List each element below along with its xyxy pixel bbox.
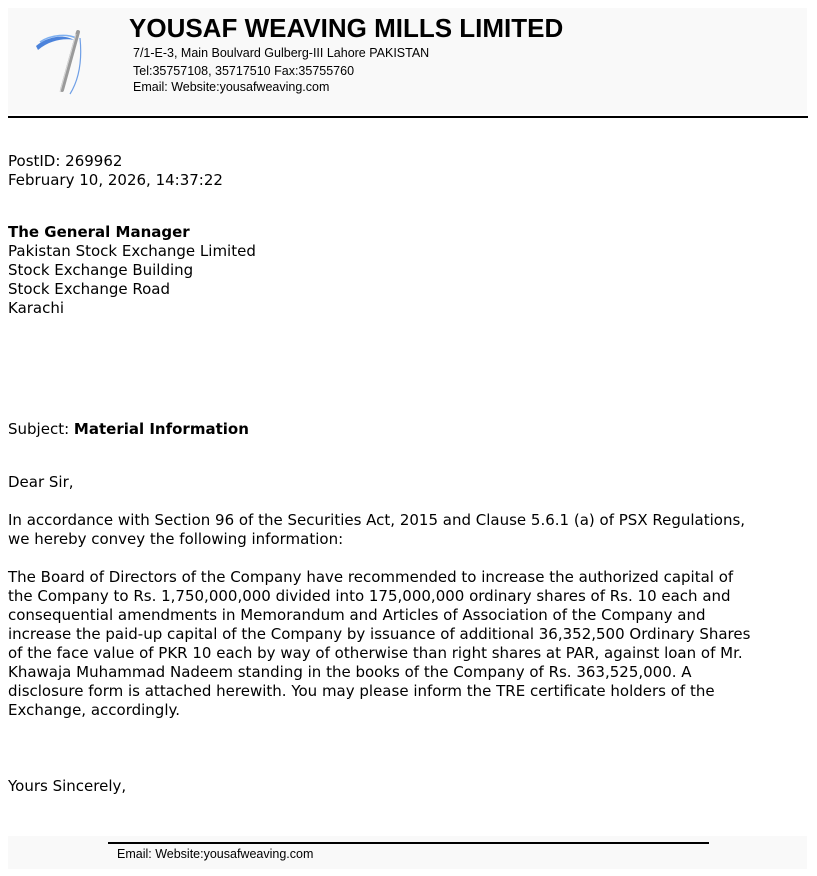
paragraph-line: we hereby convey the following information:	[8, 530, 344, 548]
loom-shuttle-logo-icon	[34, 30, 84, 96]
paragraph-line: Exchange, accordingly.	[8, 701, 180, 719]
subject-text: Material Information	[73, 420, 249, 438]
subject-label: Subject:	[8, 420, 70, 438]
recipient-line: Karachi	[8, 299, 65, 317]
post-datetime: February 10, 2026, 14:37:22	[8, 171, 223, 189]
paragraph-line: disclosure form is attached herewith. You may please inform the TRE certificate holders of the	[8, 682, 715, 700]
salutation: Dear Sir,	[8, 473, 74, 491]
paragraph-line: The Board of Directors of the Company have recommended to increase the authorized capital of	[8, 568, 734, 586]
footer-divider	[108, 842, 709, 844]
paragraph-line: increase the paid-up capital of the Company by issuance of additional 36,352,500 Ordinary Shares	[8, 625, 751, 643]
paragraph-line: In accordance with Section 96 of the Securities Act, 2015 and Clause 5.6.1 (a) of PSX Regulations,	[8, 511, 746, 529]
paragraph-line: the Company to Rs. 1,750,000,000 divided into 175,000,000 ordinary shares of Rs. 10 each and	[8, 587, 731, 605]
paragraph-intro	[8, 511, 798, 549]
recipient-line: Stock Exchange Road	[8, 280, 170, 298]
paragraph-line: consequential amendments in Memorandum and Articles of Association of the Company and	[8, 606, 706, 624]
company-email: Email: Website:yousafweaving.com	[133, 80, 330, 94]
recipient-line: Pakistan Stock Exchange Limited	[8, 242, 256, 260]
paragraph-board-decision	[8, 568, 798, 720]
recipient-title: The General Manager	[8, 223, 190, 241]
header-divider	[8, 116, 808, 118]
post-id: PostID: 269962	[8, 152, 123, 170]
recipient-line: Stock Exchange Building	[8, 261, 194, 279]
paragraph-line: Khawaja Muhammad Nadeem standing in the books of the Company of Rs. 363,525,000. A	[8, 663, 692, 681]
subject-line	[8, 420, 249, 439]
company-name: YOUSAF WEAVING MILLS LIMITED	[129, 13, 564, 43]
paragraph-line: of the face value of PKR 10 each by way of otherwise than right shares at PAR, against loan of Mr.	[8, 644, 743, 662]
footer-email: Email: Website:yousafweaving.com	[117, 847, 314, 861]
company-address: 7/1-E-3, Main Boulvard Gulberg-III Lahore PAKISTAN	[133, 46, 430, 60]
letterhead	[8, 8, 807, 114]
closing: Yours Sincerely,	[8, 777, 127, 795]
company-phone: Tel:35757108, 35717510 Fax:35755760	[133, 64, 355, 78]
